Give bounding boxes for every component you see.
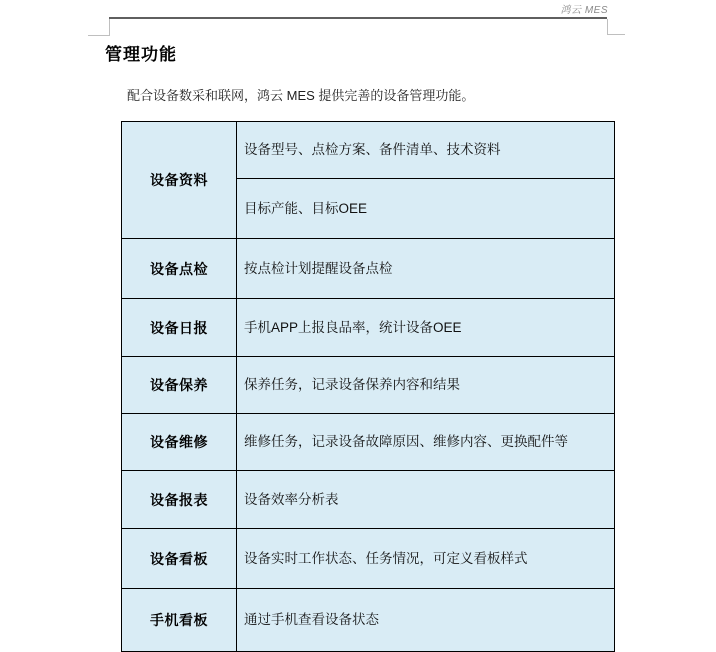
intro-paragraph: 配合设备数采和联网，鸿云 MES 提供完善的设备管理功能。: [127, 88, 475, 103]
page-edge-line: [109, 19, 110, 36]
feature-label-cell: 设备维修: [122, 414, 237, 471]
table-row: [122, 357, 615, 414]
feature-label-cell: 设备点检: [122, 239, 237, 299]
table-row: [122, 414, 615, 471]
feature-label-cell: 设备保养: [122, 357, 237, 414]
feature-label-cell: 设备日报: [122, 299, 237, 357]
feature-label-cell: 设备看板: [122, 529, 237, 589]
table-row: [122, 122, 615, 179]
table-row: [122, 471, 615, 529]
section-heading: 管理功能: [105, 45, 177, 64]
page-edge-line: [607, 34, 625, 35]
feature-detail-cell: 设备型号、点检方案、备件清单、技术资料: [237, 122, 615, 179]
table-row: [122, 529, 615, 589]
feature-label-cell: 手机看板: [122, 589, 237, 652]
header-rule: [109, 17, 607, 19]
feature-label-cell: 设备报表: [122, 471, 237, 529]
table-row: [122, 299, 615, 357]
feature-detail-cell: 手机APP上报良品率，统计设备OEE: [237, 299, 615, 357]
feature-detail-cell: 通过手机查看设备状态: [237, 589, 615, 652]
page-header-text: 鸿云 MES: [560, 5, 608, 16]
table-row: [122, 589, 615, 652]
feature-detail-cell: 设备效率分析表: [237, 471, 615, 529]
page-edge-line: [607, 19, 608, 34]
feature-detail-cell: 目标产能、目标OEE: [237, 179, 615, 239]
feature-detail-cell: 设备实时工作状态、任务情况，可定义看板样式: [237, 529, 615, 589]
table-row: [122, 239, 615, 299]
feature-detail-cell: 维修任务，记录设备故障原因、维修内容、更换配件等: [237, 414, 615, 471]
page-edge-line: [88, 35, 109, 36]
feature-detail-cell: 按点检计划提醒设备点检: [237, 239, 615, 299]
features-table: [121, 121, 615, 652]
feature-label-cell: 设备资料: [122, 122, 237, 239]
feature-detail-cell: 保养任务，记录设备保养内容和结果: [237, 357, 615, 414]
